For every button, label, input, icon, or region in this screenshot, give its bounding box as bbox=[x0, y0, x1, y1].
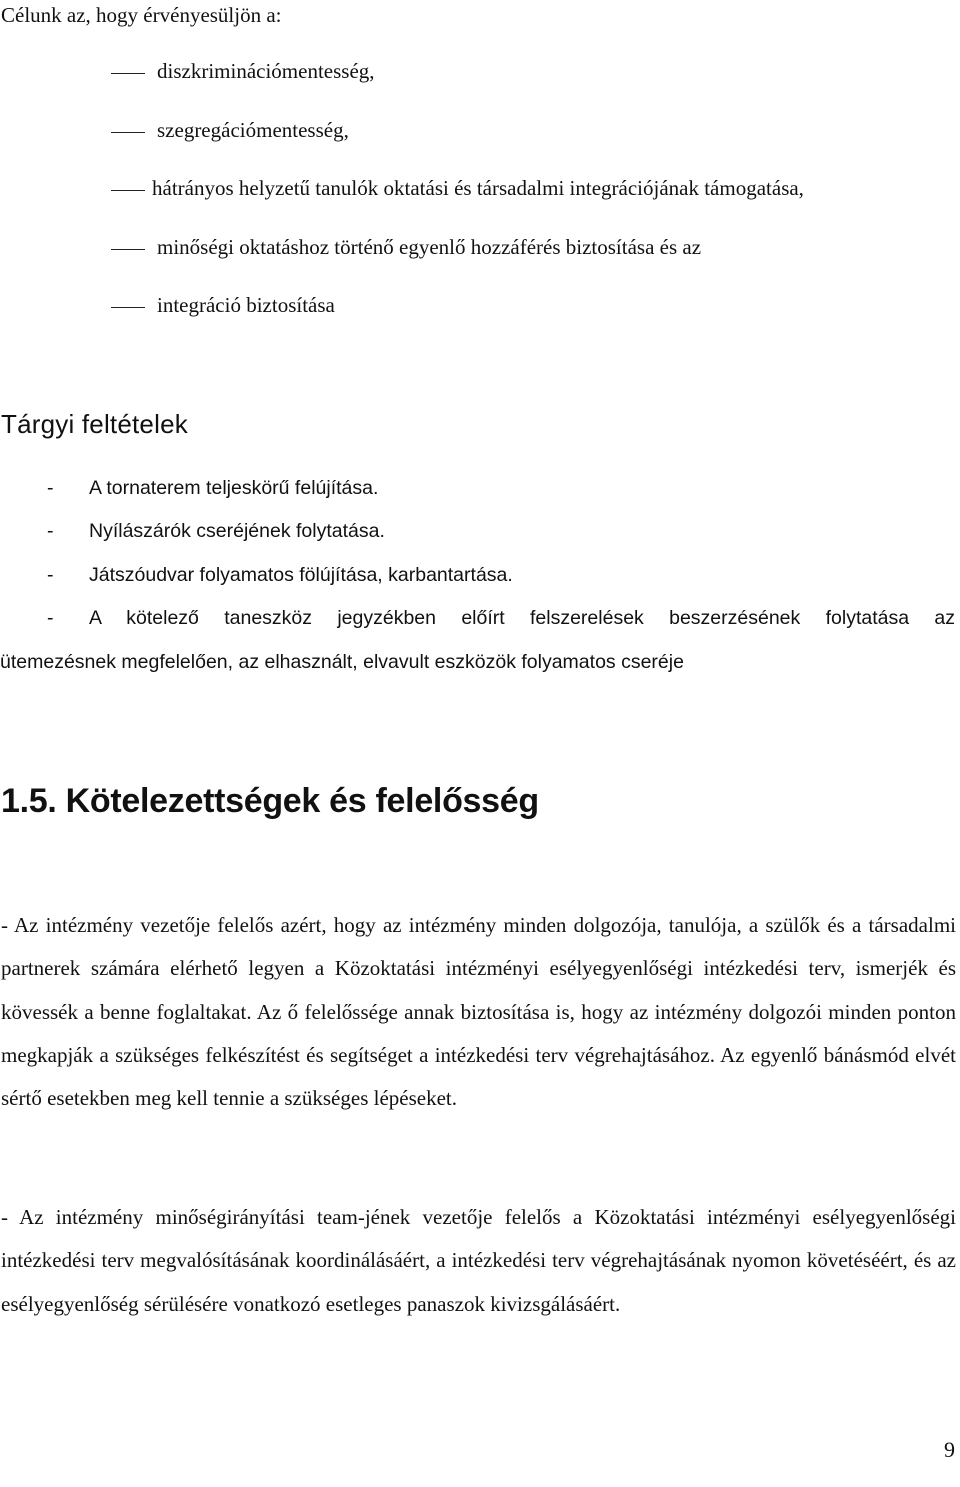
goal-text: integráció biztosítása bbox=[157, 293, 335, 317]
hyphen-bullet: - bbox=[47, 606, 54, 629]
responsibility-paragraph: - Az intézmény vezetője felelős azért, hogy az intézmény minden dolgozója, tanulója, a szülők és a társadalmi partnerek számára elérhető legyen a Közoktatási intézményi esélyegyenlőségi intézkedési terv, ismerjék és kövessék a benne foglaltakat. Az ő felelőssége annak biztosítása is, hogy az intézmény dolgozói minden ponton megkapják a szükséges felkészítést és segítséget a intézkedési terv végrehajtásához. Az egyenlő bánásmód elvét sértő esetekben meg kell tennie a szükséges lépéseket. bbox=[1, 913, 956, 1111]
physical-conditions-list bbox=[0, 473, 960, 691]
condition-text: Játszóudvar folyamatos fölújítása, karbantartása. bbox=[89, 563, 513, 586]
page-number: 9 bbox=[944, 1437, 955, 1462]
condition-text bbox=[0, 596, 955, 684]
chapter-heading: 1.5. Kötelezettségek és felelősség bbox=[1, 782, 539, 820]
goal-text: diszkriminációmentesség, bbox=[157, 59, 375, 83]
condition-item bbox=[0, 473, 960, 516]
dash-bullet bbox=[111, 249, 145, 250]
goal-text: hátrányos helyzetű tanulók oktatási és társadalmi integrációjának támogatása, bbox=[152, 176, 804, 200]
condition-text-line: ütemezésnek megfelelően, az elhasznált, elvavult eszközök folyamatos cseréje bbox=[0, 650, 684, 673]
intro-text: Célunk az, hogy érvényesüljön a: bbox=[1, 3, 282, 27]
condition-item bbox=[0, 603, 960, 691]
responsibility-paragraph: - Az intézmény minőségirányítási team-jének vezetője felelős a Közoktatási intézményi esélyegyenlőségi intézkedési terv megvalósításának koordinálásáért, a intézkedési terv végrehajtásának nyomon követéséért, és az esélyegyenlőség sérülésére vonatkozó esetleges panaszok kivizsgálásáért. bbox=[1, 1205, 956, 1316]
hyphen-bullet: - bbox=[47, 520, 54, 543]
condition-text: Nyílászárók cseréjének folytatása. bbox=[89, 520, 385, 543]
dash-bullet bbox=[111, 307, 145, 308]
physical-conditions-heading: Tárgyi feltételek bbox=[1, 409, 188, 439]
dash-bullet bbox=[111, 190, 145, 191]
dash-bullet bbox=[111, 73, 145, 74]
condition-text: A tornaterem teljeskörű felújítása. bbox=[89, 477, 379, 499]
goal-text: szegregációmentesség, bbox=[157, 117, 349, 142]
hyphen-bullet: - bbox=[47, 477, 54, 499]
condition-item bbox=[0, 516, 960, 559]
condition-text-line: A kötelező taneszköz jegyzékben előírt felszerelések beszerzésének folytatása az bbox=[89, 606, 955, 629]
goal-text: minőségi oktatáshoz történő egyenlő hozzáférés biztosítása és az bbox=[157, 234, 702, 259]
dash-bullet bbox=[111, 132, 145, 133]
hyphen-bullet: - bbox=[47, 563, 54, 586]
